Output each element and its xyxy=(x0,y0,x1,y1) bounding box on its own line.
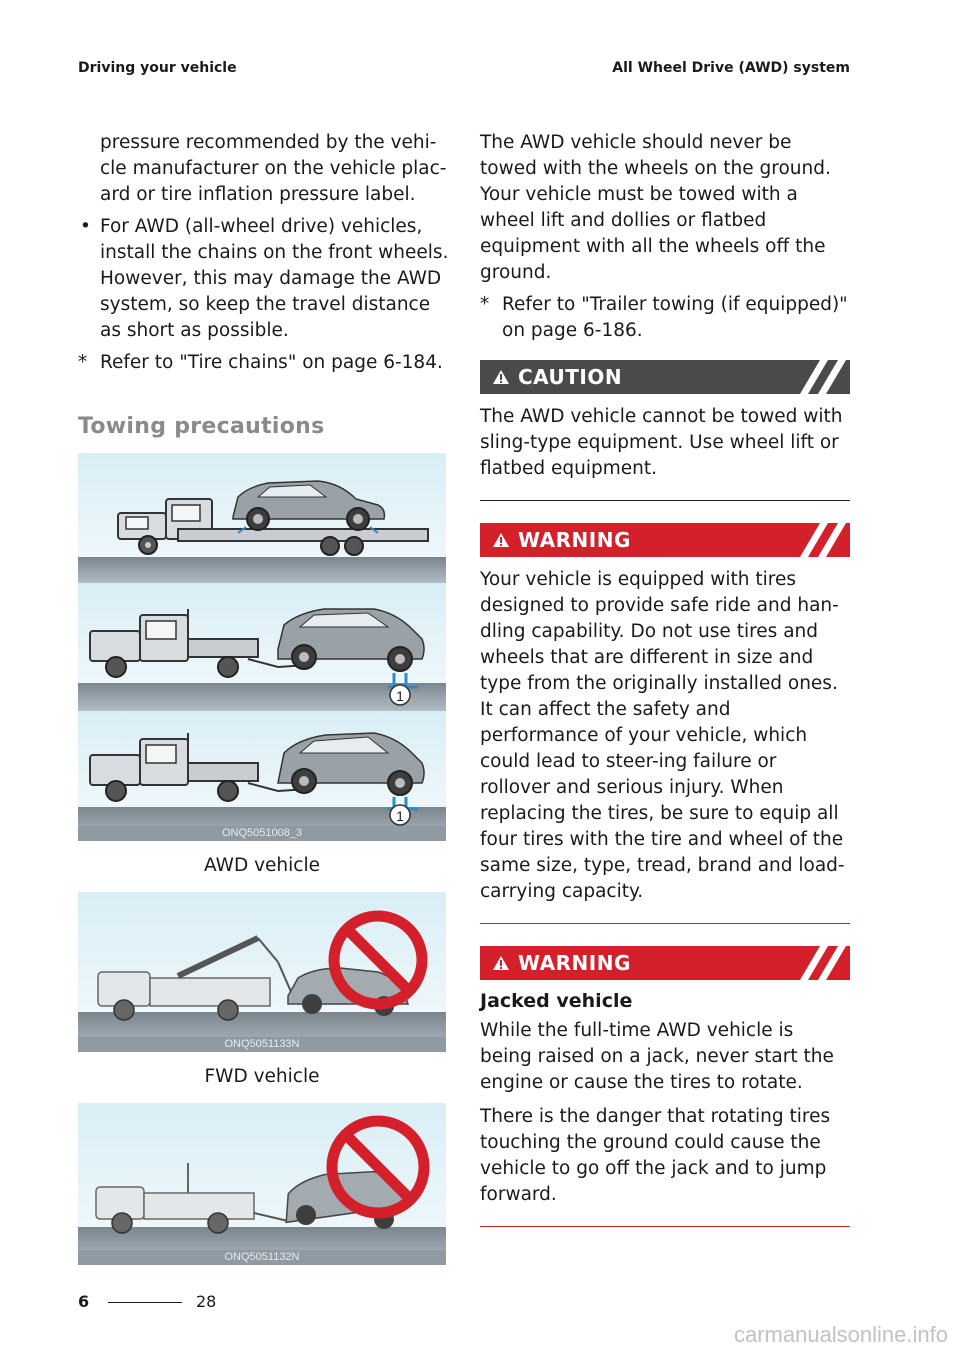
chapter-number: 6 xyxy=(78,1292,90,1311)
figure-code: ONQ5051008_3 xyxy=(78,826,446,841)
awd-towing-illustration xyxy=(78,453,446,841)
figure-code: ONQ5051132N xyxy=(78,1250,446,1265)
warning-jacked-text-2: There is the danger that rotating tires touching the ground could cause the vehicle to go off the jack and to jump forward. xyxy=(480,1106,831,1205)
left-column xyxy=(78,130,450,1265)
warning-banner-jacked xyxy=(480,946,850,980)
caption-awd-vehicle: AWD vehicle xyxy=(204,855,320,876)
warning-label: WARNING xyxy=(518,951,631,975)
figure-sling-tow-prohibited xyxy=(78,892,446,1052)
note-asterisk: * xyxy=(78,352,88,373)
note-trailer-towing xyxy=(480,292,850,344)
warning-triangle-icon xyxy=(492,369,510,385)
caution-label: CAUTION xyxy=(518,365,623,389)
figure-code: ONQ5051133N xyxy=(78,1037,446,1052)
warning-tires-divider xyxy=(480,923,850,924)
caution-banner xyxy=(480,360,850,394)
warning-label: WARNING xyxy=(518,528,631,552)
bullet-awd-chains: • For AWD (all-wheel drive) vehicles, install the chains on the front wheels. However, this may damage the AWD system, so keep the travel distance as short as possible. xyxy=(78,214,450,344)
warning-jacked-text-1: While the full-time AWD vehicle is being raised on a jack, never start the engine or cause the tires to rotate. xyxy=(480,1020,834,1093)
warning-tires-text: Your vehicle is equipped with tires designed to provide safe ride and han-dling capability. Do not use tires and wheels that are different in size and type from the originally installed ones. It can affect the safety and performance of your vehicle, which could lead to steer-ing failure or rollover and serious injury. When replacing the tires, be sure to equip all four tires with the tire and wheel of the same size, type, tread, brand and load-carrying capacity. xyxy=(480,569,845,902)
page-footer xyxy=(78,1292,217,1311)
figure-wheel-lift-prohibited xyxy=(78,1103,446,1265)
slash-decoration-icon xyxy=(790,360,850,394)
awd-towing-paragraph: The AWD vehicle should never be towed with the wheels on the ground. Your vehicle must be towed with a wheel lift and dollies or flatbed equipment with all the wheels off the ground. xyxy=(480,132,831,283)
caution-divider xyxy=(480,500,850,501)
right-column xyxy=(480,130,850,1249)
warning-triangle-icon xyxy=(492,532,510,548)
callout-1-b: 1 xyxy=(396,808,404,824)
warning-banner-tires xyxy=(480,523,850,557)
note-text: Refer to "Tire chains" on page 6-184. xyxy=(100,352,443,373)
note-asterisk: * xyxy=(480,294,490,315)
caption-fwd-vehicle: FWD vehicle xyxy=(204,1066,320,1087)
wheel-lift-illustration xyxy=(78,1103,446,1265)
warning-jacked-subhead: Jacked vehicle xyxy=(480,990,633,1012)
caution-text: The AWD vehicle cannot be towed with sling-type equipment. Use wheel lift or flatbed equipment. xyxy=(480,406,843,479)
section-title: Towing precautions xyxy=(78,414,325,439)
note-text: Refer to "Trailer towing (if equipped)" on page 6-186. xyxy=(502,294,848,341)
sling-tow-illustration xyxy=(78,892,446,1052)
running-header-right: All Wheel Drive (AWD) system xyxy=(612,60,850,76)
note-tire-chains xyxy=(78,350,450,376)
callout-1-a: 1 xyxy=(396,688,404,704)
slash-decoration-icon xyxy=(790,523,850,557)
footer-rule xyxy=(108,1302,182,1303)
continued-paragraph: pressure recommended by the vehi-cle manufacturer on the vehicle plac-ard or tire inflation pressure label. xyxy=(100,132,447,205)
watermark: carmanualsonline.info xyxy=(733,1322,948,1347)
running-header-left: Driving your vehicle xyxy=(78,60,237,76)
slash-decoration-icon xyxy=(790,946,850,980)
figure-awd-towing xyxy=(78,453,446,841)
page-number: 28 xyxy=(196,1292,217,1311)
warning-jacked-divider xyxy=(480,1226,850,1227)
warning-triangle-icon xyxy=(492,955,510,971)
